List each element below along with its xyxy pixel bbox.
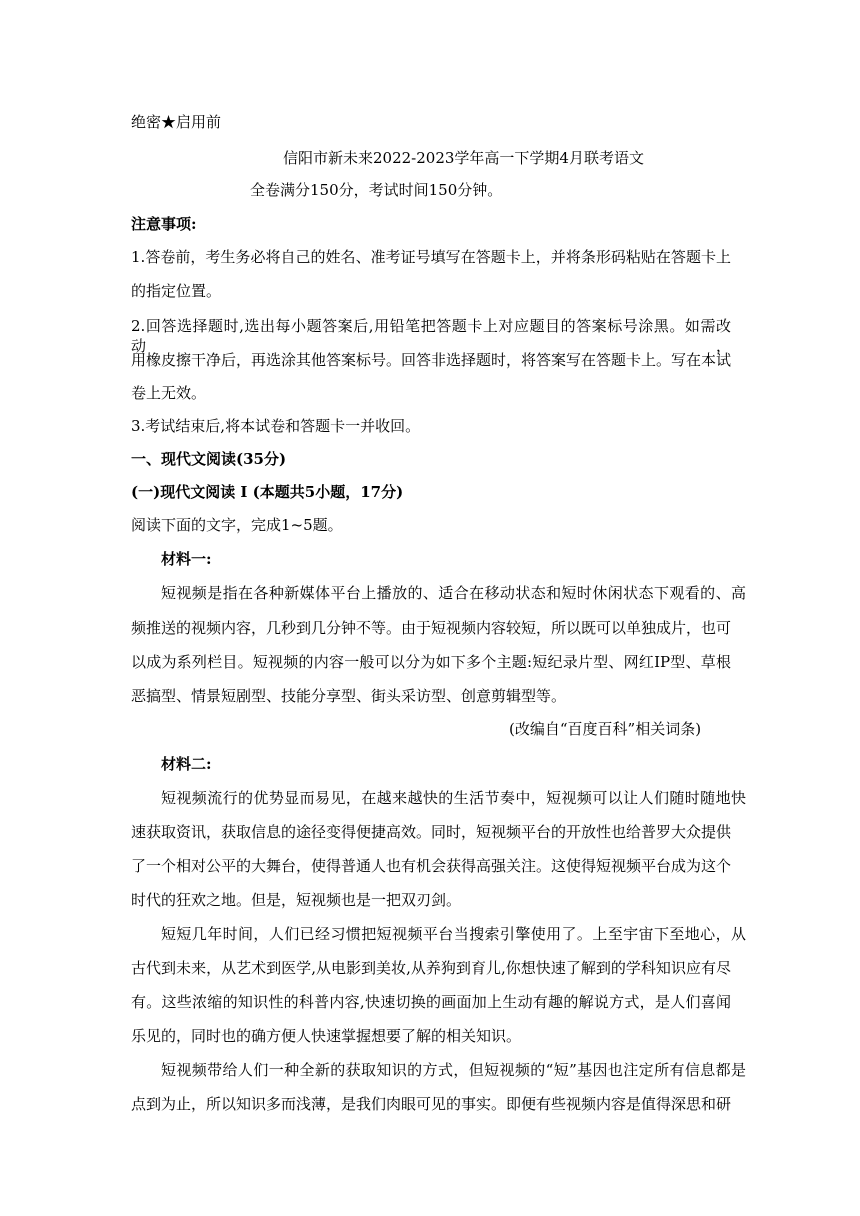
notes-item-2-line-3: 卷上无效。 bbox=[131, 384, 207, 402]
notes-item-1-line-1: 1.答卷前，考生务必将自己的姓名、准考证号填写在答题卡上，并将条形码粘贴在答题卡上 bbox=[131, 248, 731, 266]
material-1-p1-line-1: 短视频是指在各种新媒体平台上播放的、适合在移动状态和短时休闲状态下观看的、高 bbox=[161, 584, 746, 602]
notes-item-2-line-1: 2.回答选择题时,选出每小题答案后,用铅笔把答题卡上对应题目的答案标号涂黑。如需改动， bbox=[131, 317, 731, 355]
material-2-p1-line-2: 速获取资讯，获取信息的途径变得便捷高效。同时，短视频平台的开放性也给普罗大众提供 bbox=[131, 823, 732, 841]
section-heading: 一、现代文阅读(35分) bbox=[131, 450, 287, 468]
exam-subtitle: 全卷满分150分，考试时间150分钟。 bbox=[250, 181, 503, 199]
notes-item-3: 3.考试结束后,将本试卷和答题卡一并收回。 bbox=[131, 417, 421, 435]
material-1-p1-line-4: 恶搞型、情景短剧型、技能分享型、街头采访型、创意剪辑型等。 bbox=[131, 687, 567, 705]
material-1-source: (改编自“百度百科”相关词条) bbox=[509, 720, 702, 738]
material-2-p2-line-2: 古代到未来，从艺术到医学,从电影到美妆,从养狗到育儿,你想快速了解到的学科知识应有尽 bbox=[131, 959, 731, 977]
material-1-p1-line-2: 频推送的视频内容，几秒到几分钟不等。由于短视频内容较短，所以既可以单独成片，也可 bbox=[131, 619, 732, 637]
material-2-p3-line-1: 短视频带给人们一种全新的获取知识的方式，但短视频的“短”基因也注定所有信息都是 bbox=[161, 1061, 746, 1079]
material-2-p1-line-1: 短视频流行的优势显而易见，在越来越快的生活节奏中，短视频可以让人们随时随地快 bbox=[161, 789, 746, 807]
material-2-p1-line-4: 时代的狂欢之地。但是，短视频也是一把双刃剑。 bbox=[131, 891, 462, 909]
material-1-label: 材料一: bbox=[161, 550, 212, 568]
exam-title: 信阳市新未来2022-2023学年高一下学期4月联考语文 bbox=[283, 149, 644, 167]
material-1-p1-line-3: 以成为系列栏目。短视频的内容一般可以分为如下多个主题:短纪录片型、网红IP型、草根 bbox=[131, 653, 731, 671]
reading-instruction: 阅读下面的文字，完成1~5题。 bbox=[131, 516, 343, 534]
sub-section-heading: (一)现代文阅读 I (本题共5小题，17分) bbox=[131, 483, 404, 501]
material-2-p3-line-2: 点到为止，所以知识多而浅薄，是我们肉眼可见的事实。即便有些视频内容是值得深思和研 bbox=[131, 1095, 732, 1113]
notes-heading: 注意事项: bbox=[131, 215, 197, 233]
material-2-p1-line-3: 了一个相对公平的大舞台，使得普通人也有机会获得高强关注。这使得短视频平台成为这个 bbox=[131, 857, 732, 875]
material-2-label: 材料二: bbox=[161, 755, 212, 773]
material-2-p2-line-4: 乐见的，同时也的确方便人快速掌握想要了解的相关知识。 bbox=[131, 1027, 522, 1045]
material-2-p2-line-3: 有。这些浓缩的知识性的科普内容,快速切换的画面加上生动有趣的解说方式，是人们喜闻 bbox=[131, 993, 731, 1011]
material-2-p2-line-1: 短短几年时间，人们已经习惯把短视频平台当搜索引擎使用了。上至宇宙下至地心，从 bbox=[161, 925, 746, 943]
confidential-label: 绝密★启用前 bbox=[131, 113, 222, 131]
notes-item-1-line-2: 的指定位置。 bbox=[131, 282, 222, 300]
notes-item-2-line-2: 用橡皮擦干净后，再选涂其他答案标号。回答非选择题时，将答案写在答题卡上。写在本试 bbox=[131, 351, 732, 369]
